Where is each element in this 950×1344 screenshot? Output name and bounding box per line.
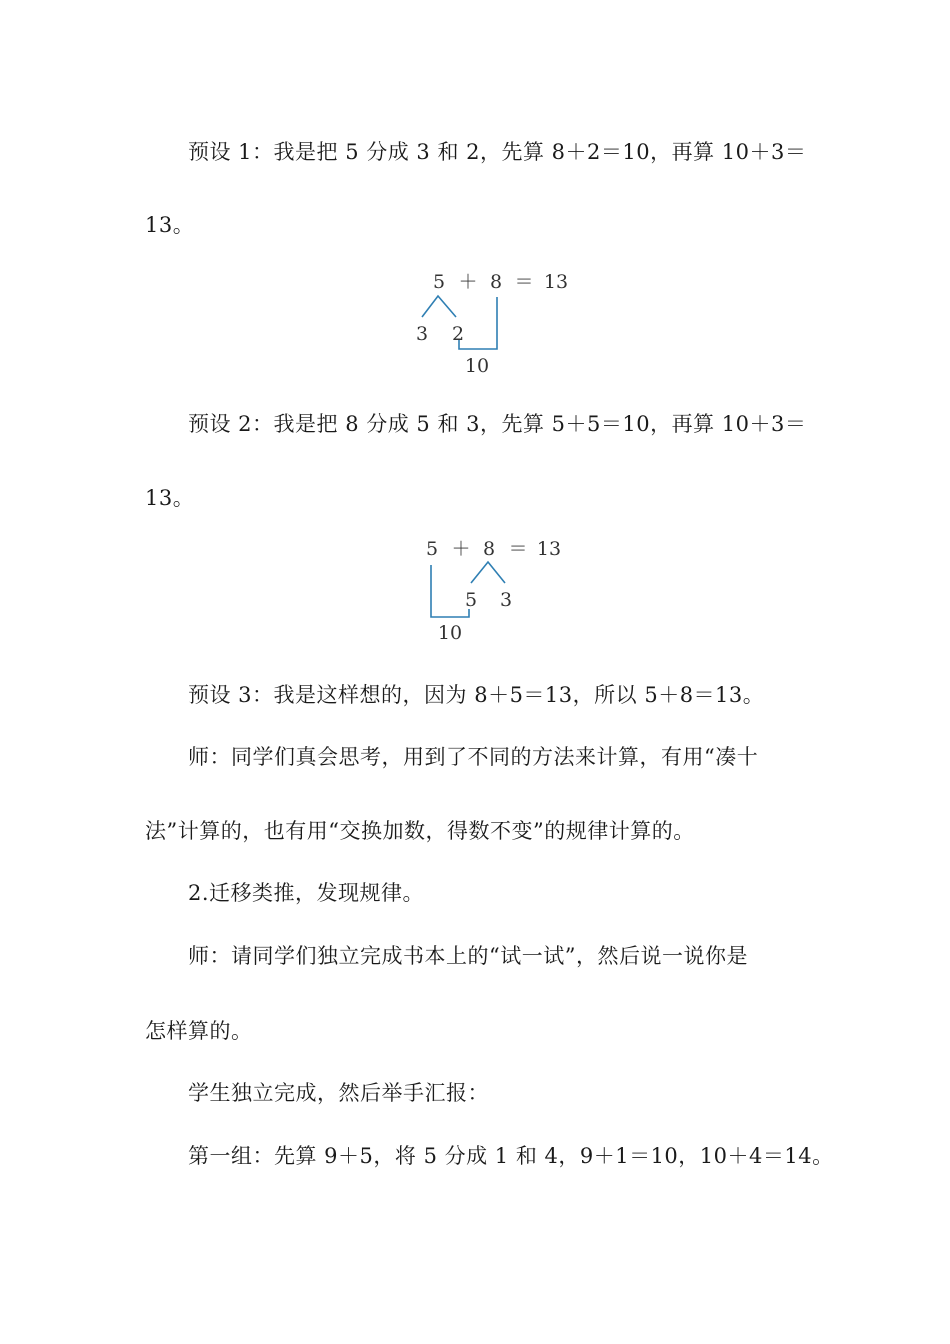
paragraph-teacher-1-line-1: 师：同学们真会思考，用到了不同的方法来计算，有用“凑十 <box>188 745 759 769</box>
diagram1-addend-b: 8 <box>489 271 503 293</box>
diagram2-split-branch <box>471 562 505 583</box>
diagram2-result: 13 <box>536 538 562 560</box>
diagram1-split-right: 2 <box>451 323 465 345</box>
diagram2-addend-b: 8 <box>482 538 496 560</box>
diagram2-ten-bracket <box>431 565 469 617</box>
diagram2-plus-sign: ＋ <box>451 538 471 560</box>
diagram1-ten-bracket <box>459 297 497 349</box>
diagram1-split-left: 3 <box>415 323 429 345</box>
paragraph-preset-2-line-1: 预设 2：我是把 8 分成 5 和 3，先算 5＋5＝10，再算 10＋3＝ <box>188 412 807 436</box>
diagram2-split-right: 3 <box>499 589 513 611</box>
paragraph-students-report: 学生独立完成，然后举手汇报： <box>188 1081 489 1105</box>
paragraph-preset-1-line-1: 预设 1：我是把 5 分成 3 和 2，先算 8＋2＝10，再算 10＋3＝ <box>188 140 807 164</box>
paragraph-preset-3: 预设 3：我是这样想的，因为 8＋5＝13，所以 5＋8＝13。 <box>188 683 765 707</box>
paragraph-teacher-1-line-2: 法”计算的，也有用“交换加数，得数不变”的规律计算的。 <box>145 819 695 843</box>
make-ten-diagram-2 <box>426 538 561 644</box>
diagram1-equals-sign: ＝ <box>514 271 534 293</box>
diagram1-split-branch <box>422 296 456 317</box>
diagram1-plus-sign: ＋ <box>458 271 478 293</box>
section-heading-transfer: 2.迁移类推，发现规律。 <box>188 881 425 905</box>
paragraph-teacher-2-line-2: 怎样算的。 <box>145 1019 253 1043</box>
diagram2-ten-label: 10 <box>437 622 463 644</box>
make-ten-diagram-1 <box>416 271 568 377</box>
paragraph-preset-1-line-2: 13。 <box>145 213 195 237</box>
diagram1-ten-label: 10 <box>464 355 490 377</box>
diagram1-result: 13 <box>543 271 569 293</box>
paragraph-preset-2-line-2: 13。 <box>145 486 195 510</box>
diagram2-addend-a: 5 <box>425 538 439 560</box>
paragraph-teacher-2-line-1: 师：请同学们独立完成书本上的“试一试”，然后说一说你是 <box>188 944 748 968</box>
paragraph-group-1: 第一组：先算 9＋5，将 5 分成 1 和 4，9＋1＝10，10＋4＝14。 <box>188 1144 834 1168</box>
diagram1-addend-a: 5 <box>432 271 446 293</box>
diagram2-split-left: 5 <box>464 589 478 611</box>
diagram2-equals-sign: ＝ <box>508 538 528 560</box>
